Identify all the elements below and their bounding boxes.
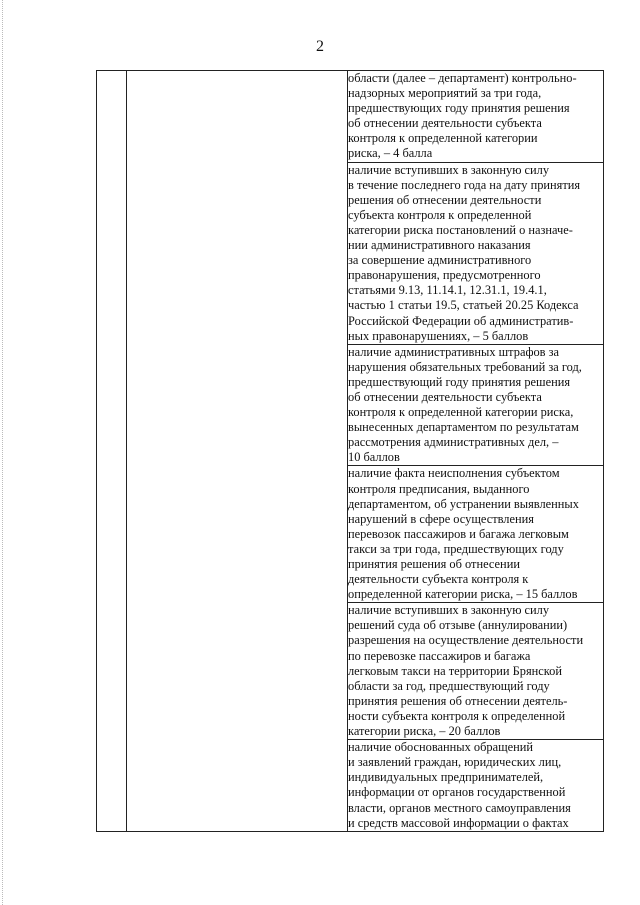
criterion-text-line: категории риска, – 20 баллов: [348, 724, 501, 739]
criterion-text-line: и средств массовой информации о фактах: [348, 815, 569, 830]
criterion-text-line: решения об отнесении деятельности: [348, 192, 542, 207]
criterion-text-line: контроля предписания, выданного: [348, 481, 530, 496]
criterion-text-line: области (далее – департамент) контрольно-: [348, 71, 577, 85]
criterion-text-line: деятельности субъекта контроля к: [348, 572, 529, 587]
criterion-text-line: департаментом, об устранении выявленных: [348, 496, 579, 511]
criterion-cell: [348, 344, 604, 466]
criterion-text-line: индивидуальных предпринимателей,: [348, 770, 544, 785]
criterion-text-line: Российской Федерации об административ-: [348, 313, 574, 328]
criterion-text-line: рассмотрения административных дел, –: [348, 435, 559, 450]
criterion-text-line: контроля к определенной категории риска,: [348, 405, 574, 420]
criterion-text-line: статьями 9.13, 11.14.1, 12.31.1, 19.4.1,: [348, 283, 547, 298]
criterion-text-line: ных правонарушениях, – 5 баллов: [348, 328, 529, 343]
criterion-text-line: области за год, предшествующий году: [348, 678, 550, 693]
indicator-column-cell: [127, 71, 348, 832]
criterion-text-line: контроля к определенной категории: [348, 131, 538, 146]
criterion-text-line: наличие вступивших в законную силу: [348, 162, 550, 177]
criterion-text-line: определенной категории риска, – 15 баллов: [348, 587, 578, 602]
criterion-text-line: решений суда об отзыве (аннулировании): [348, 618, 568, 633]
criterion-text-line: вынесенных департаментом по результатам: [348, 420, 579, 435]
criterion-text-line: власти, органов местного самоуправления: [348, 800, 571, 815]
criterion-cell: [348, 71, 604, 163]
criterion-text-line: перевозок пассажиров и багажа легковым: [348, 526, 569, 541]
criteria-table: [96, 70, 604, 832]
criterion-text-line: и заявлений граждан, юридических лиц,: [348, 755, 562, 770]
criterion-text-line: надзорных мероприятий за три года,: [348, 86, 542, 101]
criterion-text-line: за совершение административного: [348, 253, 532, 268]
criterion-text-line: разрешения на осуществление деятельности: [348, 633, 584, 648]
criterion-text-line: предшествующих году принятия решения: [348, 101, 570, 116]
criterion-text-line: субъекта контроля к определенной: [348, 207, 532, 222]
criterion-text-line: информации от органов государственной: [348, 785, 566, 800]
criterion-cell: [348, 603, 604, 740]
criterion-text-line: нарушения обязательных требований за год,: [348, 359, 582, 374]
criterion-text-line: принятия решения об отнесении деятель-: [348, 693, 568, 708]
criterion-text-line: 10 баллов: [348, 450, 400, 465]
criterion-text-line: предшествующий году принятия решения: [348, 374, 571, 389]
criterion-text-line: нии административного наказания: [348, 238, 531, 253]
criterion-text-line: об отнесении деятельности субъекта: [348, 389, 542, 404]
criterion-text-line: ности субъекта контроля к определенной: [348, 708, 566, 723]
criterion-cell: [348, 466, 604, 603]
number-column-cell: [97, 71, 127, 832]
binding-margin-marks: [2, 0, 9, 905]
table-row: [97, 71, 604, 163]
criterion-text-line: наличие административных штрафов за: [348, 344, 560, 359]
criterion-text-line: по перевозке пассажиров и багажа: [348, 648, 531, 663]
criterion-text-line: легковым такси на территории Брянской: [348, 663, 562, 678]
page-number: 2: [316, 38, 324, 55]
criterion-text-line: нарушений в сфере осуществления: [348, 511, 534, 526]
criterion-text-line: об отнесении деятельности субъекта: [348, 116, 542, 131]
criterion-text-line: наличие вступивших в законную силу: [348, 603, 550, 618]
criterion-text-line: частью 1 статьи 19.5, статьей 20.25 Кодекса: [348, 298, 579, 313]
criteria-table-body: [97, 71, 604, 832]
criterion-text-line: такси за три года, предшествующих году: [348, 541, 564, 556]
criterion-text-line: наличие обоснованных обращений: [348, 740, 534, 755]
criterion-text-line: наличие факта неисполнения субъектом: [348, 466, 560, 481]
criterion-cell: [348, 740, 604, 832]
criterion-cell: [348, 162, 604, 344]
criterion-text-line: категории риска постановлений о назначе-: [348, 222, 573, 237]
criterion-text-line: в течение последнего года на дату принятия: [348, 177, 581, 192]
criterion-text-line: риска, – 4 балла: [348, 146, 433, 161]
criterion-text-line: правонарушения, предусмотренного: [348, 268, 541, 283]
criterion-text-line: принятия решения об отнесении: [348, 557, 520, 571]
